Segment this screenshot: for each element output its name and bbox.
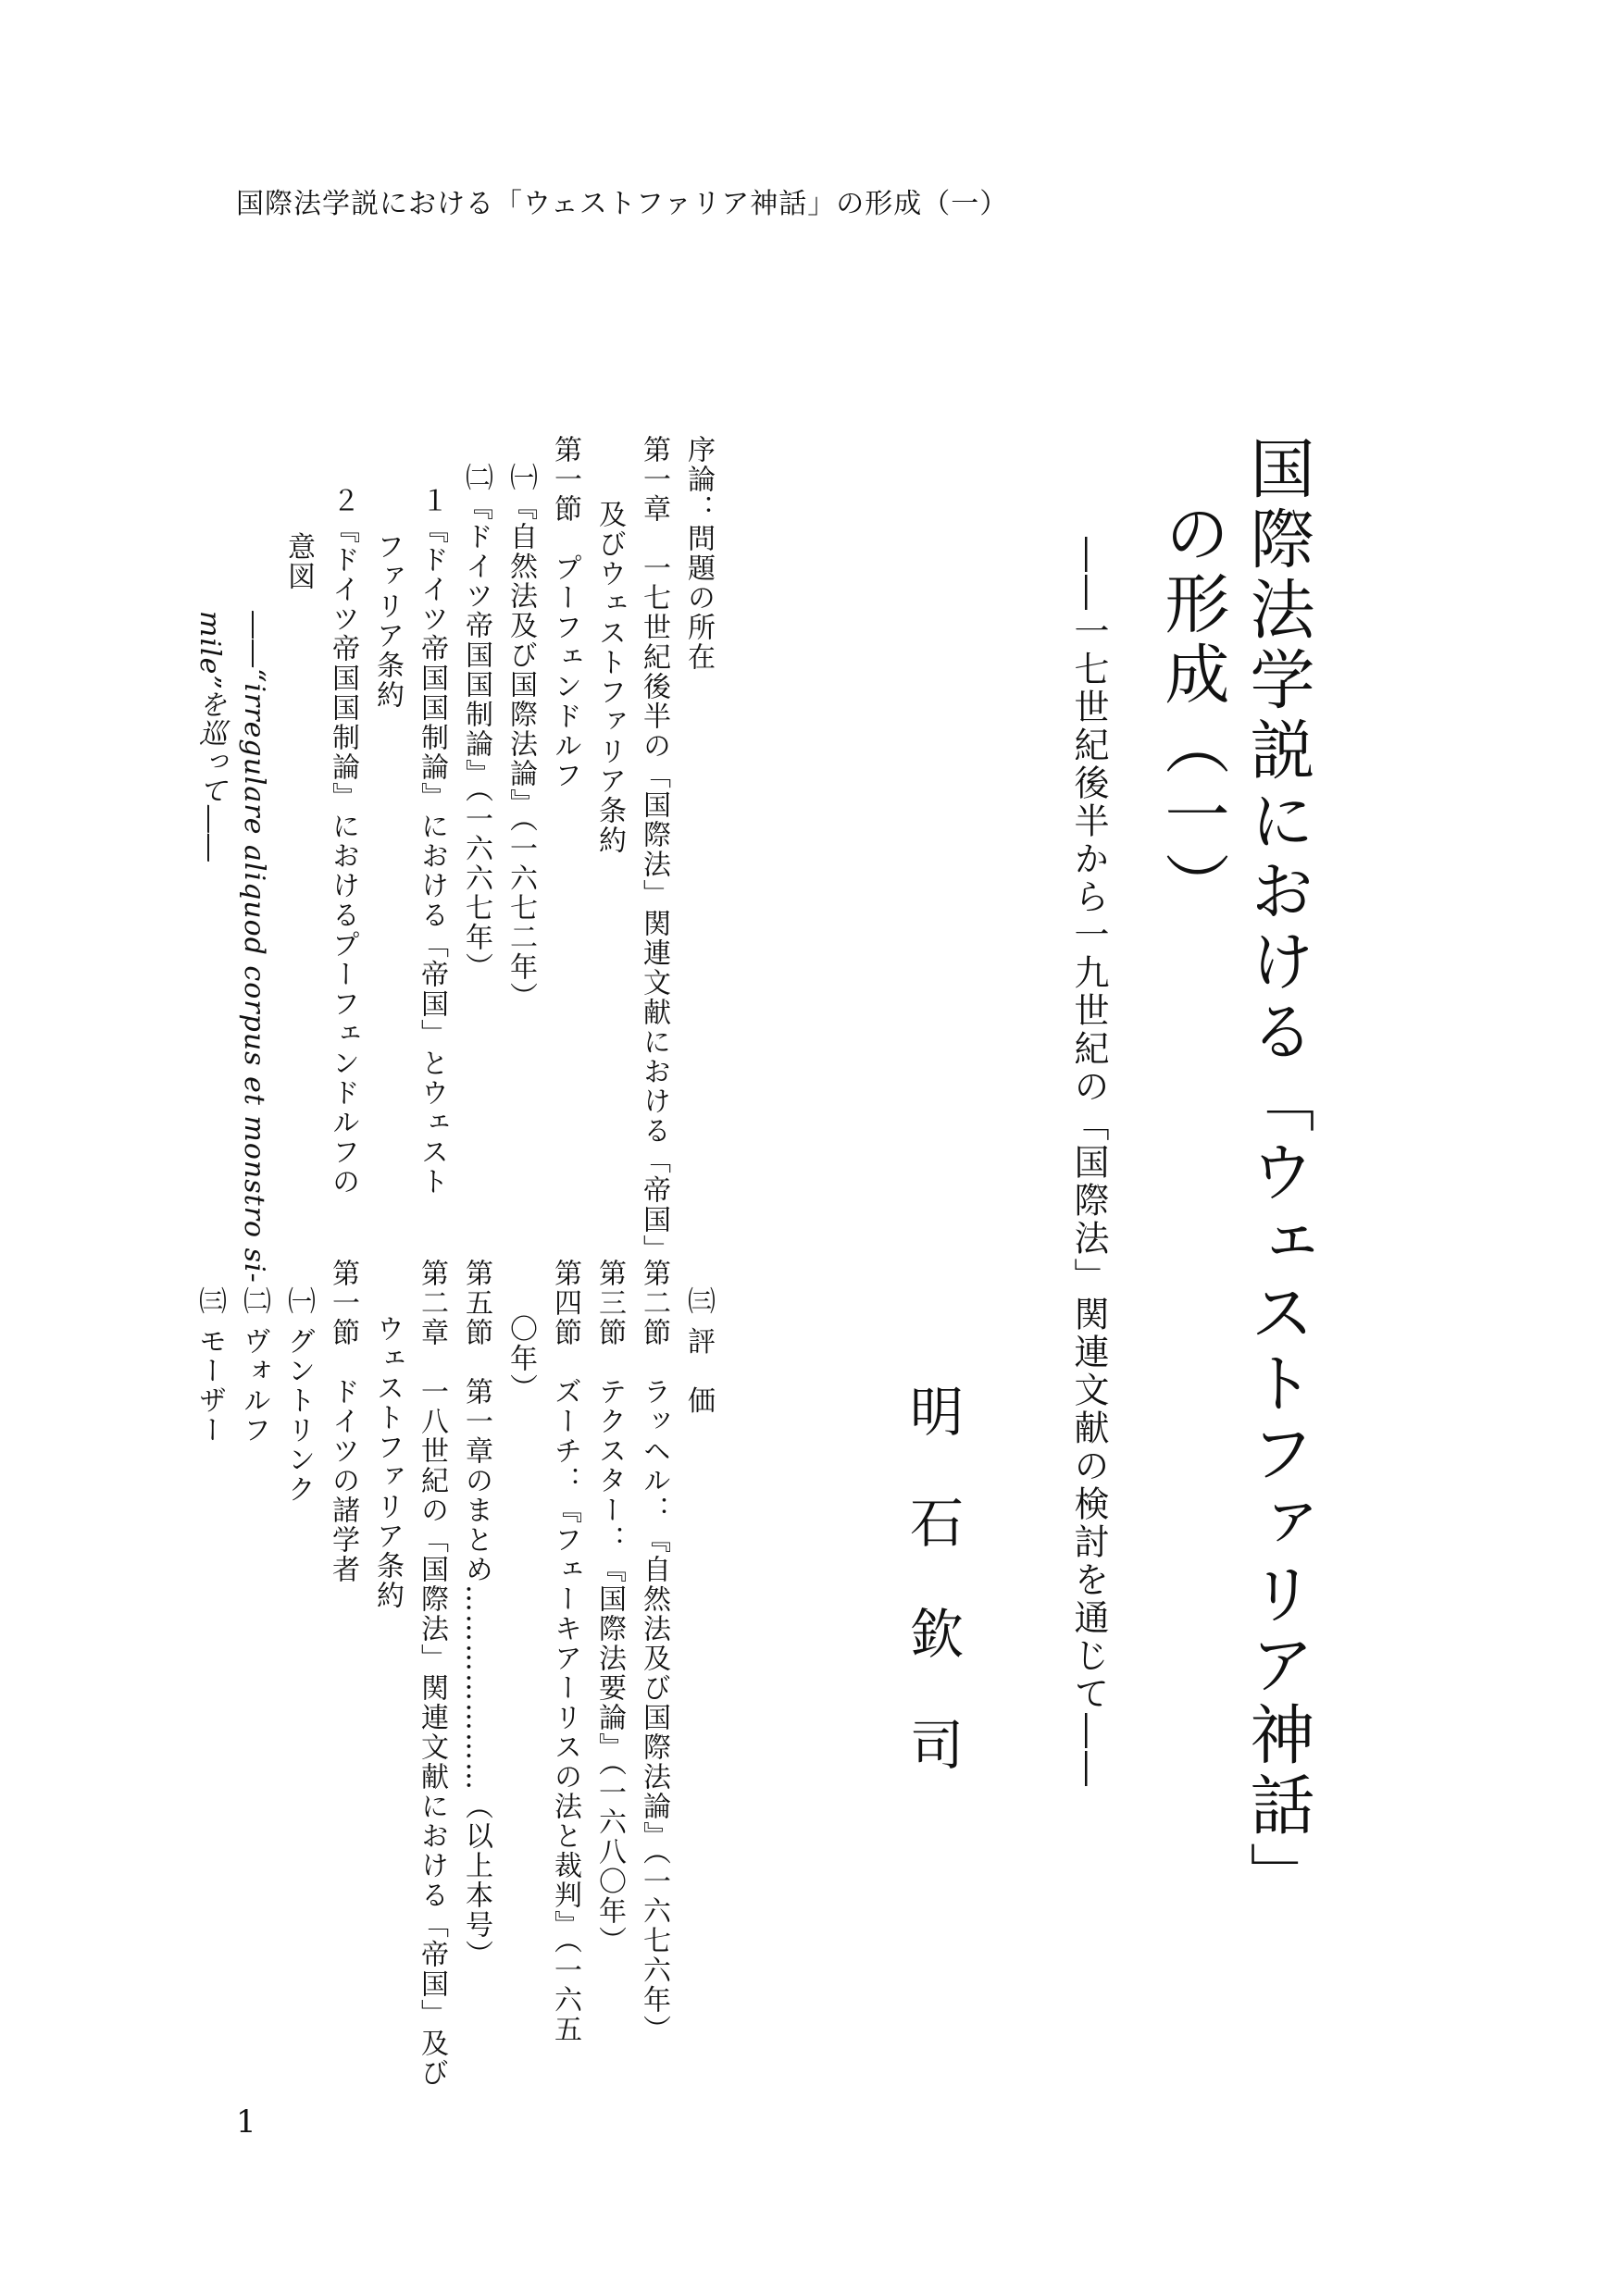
toc-section-1-item-2-2-latin [240,611,268,1284]
toc-chapter-2: 第二章 一八世紀の「国際法」関連文献における「帝国」及び [416,1259,448,2088]
article-subtitle: ――一七世紀後半から一九世紀の「国際法」関連文献の検討を通じて―― [1068,537,1109,1789]
toc-section-1-item-1: ㈠『自然法及び国際法論』（一六七二年） [504,463,537,1011]
toc-section-3: 第三節 テクスター：『国際法要論』（一六八〇年） [593,1259,626,1955]
toc-chapter-2-section-1-item-3: ㈢ モーザー [193,1286,226,1446]
toc-section-1: 第一節 プーフェンドルフ [549,435,581,790]
author-name: 明石欽司 [901,1384,964,1828]
toc-section-1-item-2-1-cont: ファリア条約 [371,532,404,710]
toc-chapter-1: 第一章 一七世紀後半の「国際法」関連文献における「帝国」 [638,435,670,1264]
toc-section-5: 第五節 第一章のまとめ…………………（以上本号） [460,1259,492,1969]
toc-chapter-1-cont: 及びウェストファリア条約 [593,500,626,855]
toc-chapter-2-cont: ウェストファリア条約 [371,1314,404,1610]
toc-intro: 序論：問題の所在 [682,435,715,672]
toc-section-2: 第二節 ラッヘル：『自然法及び国際法論』（一六七六年） [638,1259,670,2044]
toc-chapter-2-section-1: 第一節 ドイツの諸学者 [327,1259,359,1584]
toc-section-1-item-2-2: ２『ドイツ帝国国制論』におけるプーフェンドルフの [327,486,359,1197]
toc-section-4-cont: 〇年） [504,1314,537,1403]
toc-chapter-2-section-1-item-1: ㈠ グントリンク [282,1286,315,1505]
toc-section-1-item-2-2-cont: 意図 [282,532,315,591]
latin-quote-line-1: ――“irregulare aliquod corpus et monstro si- [238,611,270,1284]
toc-section-1-item-2-1: １『ドイツ帝国国制論』における「帝国」とウェスト [416,486,448,1197]
toc-chapter-2-section-1-item-2: ㈡ ヴォルフ [238,1286,270,1446]
toc-section-1-item-2-2-latin-cont [193,611,226,863]
running-header: 国際法学説における「ウェストファリア神話」の形成（一） [236,188,1009,220]
toc-section-1-item-3: ㈢ 評 価 [682,1286,715,1416]
page-number: 1 [236,2104,256,2141]
latin-quote-line-2: mile”を巡って―― [193,611,226,863]
toc-section-1-item-2: ㈡『ドイツ帝国国制論』（一六六七年） [460,463,492,982]
article-title-line-1: 国際法学説における「ウェストファリア神話」 [1239,435,1315,1912]
article-title-line-2: の形成（一） [1154,500,1230,922]
toc-section-4: 第四節 ズーチ：『フェーキアーリスの法と裁判』（一六五 [549,1259,581,2044]
